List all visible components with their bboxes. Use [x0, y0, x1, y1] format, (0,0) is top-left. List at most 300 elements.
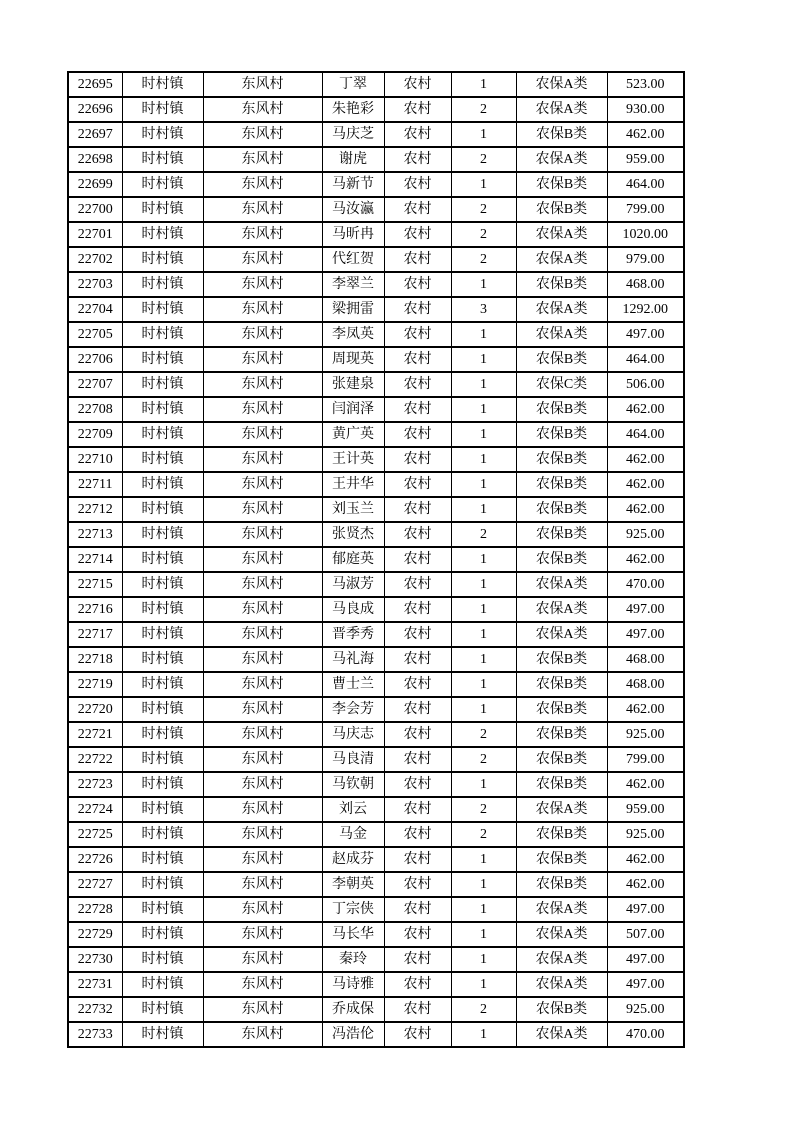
- cell-record-no: 22708: [68, 397, 122, 422]
- cell-residence-type: 农村: [384, 797, 451, 822]
- table-row: [68, 147, 684, 172]
- cell-person-count: 1: [451, 172, 516, 197]
- cell-name: 王井华: [322, 472, 384, 497]
- cell-name: 李会芳: [322, 697, 384, 722]
- cell-residence-type: 农村: [384, 72, 451, 97]
- cell-insurance-category: 农保B类: [516, 872, 607, 897]
- cell-record-no: 22726: [68, 847, 122, 872]
- cell-village: 东风村: [203, 697, 322, 722]
- table-row: [68, 297, 684, 322]
- cell-town: 时村镇: [122, 797, 203, 822]
- cell-village: 东风村: [203, 197, 322, 222]
- table-row: [68, 947, 684, 972]
- cell-insurance-category: 农保B类: [516, 172, 607, 197]
- cell-residence-type: 农村: [384, 272, 451, 297]
- cell-name: 冯浩伦: [322, 1022, 384, 1047]
- cell-town: 时村镇: [122, 422, 203, 447]
- table-row: [68, 422, 684, 447]
- cell-person-count: 1: [451, 322, 516, 347]
- cell-name: 马良成: [322, 597, 384, 622]
- cell-record-no: 22729: [68, 922, 122, 947]
- cell-name: 刘云: [322, 797, 384, 822]
- cell-residence-type: 农村: [384, 397, 451, 422]
- table-row: [68, 272, 684, 297]
- cell-residence-type: 农村: [384, 522, 451, 547]
- cell-insurance-category: 农保A类: [516, 247, 607, 272]
- cell-amount: 497.00: [607, 947, 684, 972]
- cell-name: 赵成芬: [322, 847, 384, 872]
- table-row: [68, 897, 684, 922]
- cell-amount: 462.00: [607, 697, 684, 722]
- cell-record-no: 22731: [68, 972, 122, 997]
- cell-residence-type: 农村: [384, 147, 451, 172]
- cell-residence-type: 农村: [384, 922, 451, 947]
- table-row: [68, 647, 684, 672]
- cell-record-no: 22718: [68, 647, 122, 672]
- cell-village: 东风村: [203, 422, 322, 447]
- cell-insurance-category: 农保B类: [516, 547, 607, 572]
- cell-record-no: 22727: [68, 872, 122, 897]
- table-row: [68, 522, 684, 547]
- cell-person-count: 2: [451, 997, 516, 1022]
- cell-village: 东风村: [203, 122, 322, 147]
- table-row: [68, 347, 684, 372]
- cell-person-count: 1: [451, 397, 516, 422]
- cell-record-no: 22716: [68, 597, 122, 622]
- cell-person-count: 1: [451, 572, 516, 597]
- cell-record-no: 22705: [68, 322, 122, 347]
- cell-person-count: 2: [451, 522, 516, 547]
- cell-village: 东风村: [203, 547, 322, 572]
- subsidy-roster-table: [67, 71, 685, 1048]
- cell-name: 王计英: [322, 447, 384, 472]
- cell-amount: 468.00: [607, 647, 684, 672]
- cell-insurance-category: 农保B类: [516, 647, 607, 672]
- cell-village: 东风村: [203, 897, 322, 922]
- cell-insurance-category: 农保A类: [516, 947, 607, 972]
- cell-village: 东风村: [203, 847, 322, 872]
- cell-record-no: 22724: [68, 797, 122, 822]
- cell-insurance-category: 农保B类: [516, 522, 607, 547]
- cell-name: 晋季秀: [322, 622, 384, 647]
- table-row: [68, 397, 684, 422]
- cell-residence-type: 农村: [384, 597, 451, 622]
- cell-insurance-category: 农保A类: [516, 147, 607, 172]
- cell-record-no: 22702: [68, 247, 122, 272]
- cell-town: 时村镇: [122, 1022, 203, 1047]
- cell-village: 东风村: [203, 747, 322, 772]
- cell-village: 东风村: [203, 372, 322, 397]
- cell-name: 刘玉兰: [322, 497, 384, 522]
- cell-village: 东风村: [203, 397, 322, 422]
- cell-name: 代红贺: [322, 247, 384, 272]
- cell-residence-type: 农村: [384, 747, 451, 772]
- cell-village: 东风村: [203, 822, 322, 847]
- cell-insurance-category: 农保B类: [516, 697, 607, 722]
- cell-amount: 462.00: [607, 472, 684, 497]
- cell-town: 时村镇: [122, 672, 203, 697]
- cell-village: 东风村: [203, 597, 322, 622]
- table-row: [68, 122, 684, 147]
- cell-name: 闫润泽: [322, 397, 384, 422]
- cell-person-count: 2: [451, 797, 516, 822]
- cell-record-no: 22717: [68, 622, 122, 647]
- cell-residence-type: 农村: [384, 172, 451, 197]
- cell-amount: 925.00: [607, 997, 684, 1022]
- cell-town: 时村镇: [122, 472, 203, 497]
- cell-town: 时村镇: [122, 97, 203, 122]
- cell-residence-type: 农村: [384, 447, 451, 472]
- table-row: [68, 822, 684, 847]
- cell-amount: 462.00: [607, 772, 684, 797]
- cell-amount: 497.00: [607, 972, 684, 997]
- cell-insurance-category: 农保A类: [516, 97, 607, 122]
- cell-town: 时村镇: [122, 547, 203, 572]
- cell-insurance-category: 农保B类: [516, 122, 607, 147]
- cell-town: 时村镇: [122, 297, 203, 322]
- cell-amount: 470.00: [607, 1022, 684, 1047]
- cell-town: 时村镇: [122, 572, 203, 597]
- cell-insurance-category: 农保B类: [516, 497, 607, 522]
- cell-person-count: 2: [451, 197, 516, 222]
- cell-town: 时村镇: [122, 647, 203, 672]
- cell-person-count: 1: [451, 872, 516, 897]
- cell-insurance-category: 农保C类: [516, 372, 607, 397]
- cell-insurance-category: 农保B类: [516, 447, 607, 472]
- cell-insurance-category: 农保A类: [516, 897, 607, 922]
- cell-name: 周现英: [322, 347, 384, 372]
- cell-record-no: 22704: [68, 297, 122, 322]
- table-row: [68, 747, 684, 772]
- cell-amount: 959.00: [607, 147, 684, 172]
- table-row: [68, 247, 684, 272]
- cell-amount: 497.00: [607, 622, 684, 647]
- cell-amount: 468.00: [607, 272, 684, 297]
- cell-town: 时村镇: [122, 397, 203, 422]
- table-row: [68, 447, 684, 472]
- cell-amount: 497.00: [607, 322, 684, 347]
- cell-record-no: 22720: [68, 697, 122, 722]
- cell-amount: 799.00: [607, 747, 684, 772]
- cell-name: 曹士兰: [322, 672, 384, 697]
- cell-insurance-category: 农保A类: [516, 297, 607, 322]
- table-row: [68, 97, 684, 122]
- cell-insurance-category: 农保B类: [516, 722, 607, 747]
- cell-village: 东风村: [203, 922, 322, 947]
- cell-insurance-category: 农保A类: [516, 972, 607, 997]
- cell-amount: 506.00: [607, 372, 684, 397]
- cell-residence-type: 农村: [384, 472, 451, 497]
- cell-town: 时村镇: [122, 822, 203, 847]
- table-row: [68, 572, 684, 597]
- cell-village: 东风村: [203, 647, 322, 672]
- cell-town: 时村镇: [122, 872, 203, 897]
- cell-amount: 470.00: [607, 572, 684, 597]
- cell-record-no: 22728: [68, 897, 122, 922]
- cell-insurance-category: 农保A类: [516, 797, 607, 822]
- cell-record-no: 22695: [68, 72, 122, 97]
- cell-town: 时村镇: [122, 922, 203, 947]
- cell-record-no: 22699: [68, 172, 122, 197]
- cell-amount: 1292.00: [607, 297, 684, 322]
- cell-residence-type: 农村: [384, 972, 451, 997]
- cell-name: 李凤英: [322, 322, 384, 347]
- cell-record-no: 22703: [68, 272, 122, 297]
- cell-record-no: 22711: [68, 472, 122, 497]
- cell-name: 马庆志: [322, 722, 384, 747]
- cell-residence-type: 农村: [384, 997, 451, 1022]
- cell-town: 时村镇: [122, 622, 203, 647]
- cell-person-count: 1: [451, 472, 516, 497]
- cell-village: 东风村: [203, 797, 322, 822]
- cell-name: 梁拥雷: [322, 297, 384, 322]
- cell-insurance-category: 农保B类: [516, 347, 607, 372]
- cell-name: 马淑芳: [322, 572, 384, 597]
- cell-village: 东风村: [203, 247, 322, 272]
- cell-town: 时村镇: [122, 747, 203, 772]
- cell-amount: 462.00: [607, 447, 684, 472]
- cell-person-count: 2: [451, 222, 516, 247]
- cell-record-no: 22722: [68, 747, 122, 772]
- cell-residence-type: 农村: [384, 622, 451, 647]
- cell-insurance-category: 农保B类: [516, 197, 607, 222]
- table-row: [68, 922, 684, 947]
- cell-person-count: 1: [451, 772, 516, 797]
- table-row: [68, 1022, 684, 1047]
- cell-name: 朱艳彩: [322, 97, 384, 122]
- cell-name: 丁宗侠: [322, 897, 384, 922]
- cell-person-count: 1: [451, 422, 516, 447]
- cell-residence-type: 农村: [384, 497, 451, 522]
- cell-name: 黄广英: [322, 422, 384, 447]
- cell-person-count: 2: [451, 247, 516, 272]
- cell-town: 时村镇: [122, 597, 203, 622]
- cell-amount: 1020.00: [607, 222, 684, 247]
- cell-insurance-category: 农保A类: [516, 572, 607, 597]
- cell-insurance-category: 农保B类: [516, 847, 607, 872]
- cell-village: 东风村: [203, 522, 322, 547]
- table-row: [68, 547, 684, 572]
- cell-insurance-category: 农保B类: [516, 822, 607, 847]
- cell-person-count: 1: [451, 672, 516, 697]
- cell-residence-type: 农村: [384, 122, 451, 147]
- cell-village: 东风村: [203, 147, 322, 172]
- table-row: [68, 597, 684, 622]
- table-row: [68, 872, 684, 897]
- cell-village: 东风村: [203, 172, 322, 197]
- table-row: [68, 372, 684, 397]
- table-row: [68, 797, 684, 822]
- cell-record-no: 22730: [68, 947, 122, 972]
- cell-residence-type: 农村: [384, 347, 451, 372]
- cell-town: 时村镇: [122, 897, 203, 922]
- cell-record-no: 22701: [68, 222, 122, 247]
- cell-village: 东风村: [203, 447, 322, 472]
- table-row: [68, 672, 684, 697]
- cell-village: 东风村: [203, 997, 322, 1022]
- cell-amount: 464.00: [607, 172, 684, 197]
- cell-village: 东风村: [203, 297, 322, 322]
- cell-town: 时村镇: [122, 972, 203, 997]
- cell-town: 时村镇: [122, 347, 203, 372]
- cell-amount: 925.00: [607, 722, 684, 747]
- table-row: [68, 472, 684, 497]
- cell-record-no: 22715: [68, 572, 122, 597]
- cell-village: 东风村: [203, 672, 322, 697]
- cell-record-no: 22713: [68, 522, 122, 547]
- cell-person-count: 2: [451, 722, 516, 747]
- cell-village: 东风村: [203, 97, 322, 122]
- cell-person-count: 2: [451, 747, 516, 772]
- cell-name: 丁翠: [322, 72, 384, 97]
- cell-residence-type: 农村: [384, 772, 451, 797]
- table-row: [68, 997, 684, 1022]
- cell-town: 时村镇: [122, 322, 203, 347]
- cell-village: 东风村: [203, 947, 322, 972]
- cell-town: 时村镇: [122, 247, 203, 272]
- cell-person-count: 1: [451, 847, 516, 872]
- cell-amount: 462.00: [607, 872, 684, 897]
- table-row: [68, 972, 684, 997]
- cell-town: 时村镇: [122, 122, 203, 147]
- cell-town: 时村镇: [122, 497, 203, 522]
- cell-town: 时村镇: [122, 72, 203, 97]
- cell-amount: 925.00: [607, 522, 684, 547]
- cell-person-count: 3: [451, 297, 516, 322]
- cell-name: 李朝英: [322, 872, 384, 897]
- cell-residence-type: 农村: [384, 247, 451, 272]
- cell-name: 谢虎: [322, 147, 384, 172]
- cell-town: 时村镇: [122, 722, 203, 747]
- cell-village: 东风村: [203, 472, 322, 497]
- cell-town: 时村镇: [122, 697, 203, 722]
- cell-amount: 930.00: [607, 97, 684, 122]
- cell-amount: 464.00: [607, 422, 684, 447]
- cell-insurance-category: 农保B类: [516, 272, 607, 297]
- cell-person-count: 1: [451, 972, 516, 997]
- table-row: [68, 197, 684, 222]
- cell-name: 秦玲: [322, 947, 384, 972]
- cell-village: 东风村: [203, 222, 322, 247]
- cell-insurance-category: 农保A类: [516, 1022, 607, 1047]
- cell-amount: 468.00: [607, 672, 684, 697]
- cell-village: 东风村: [203, 772, 322, 797]
- cell-amount: 462.00: [607, 397, 684, 422]
- cell-name: 马诗雅: [322, 972, 384, 997]
- cell-village: 东风村: [203, 722, 322, 747]
- cell-person-count: 1: [451, 272, 516, 297]
- cell-village: 东风村: [203, 572, 322, 597]
- cell-person-count: 1: [451, 122, 516, 147]
- cell-town: 时村镇: [122, 272, 203, 297]
- cell-insurance-category: 农保A类: [516, 922, 607, 947]
- cell-record-no: 22723: [68, 772, 122, 797]
- cell-residence-type: 农村: [384, 1022, 451, 1047]
- cell-person-count: 1: [451, 1022, 516, 1047]
- cell-town: 时村镇: [122, 847, 203, 872]
- cell-record-no: 22707: [68, 372, 122, 397]
- cell-record-no: 22710: [68, 447, 122, 472]
- cell-residence-type: 农村: [384, 697, 451, 722]
- cell-record-no: 22721: [68, 722, 122, 747]
- cell-person-count: 1: [451, 647, 516, 672]
- cell-insurance-category: 农保A类: [516, 597, 607, 622]
- cell-village: 东风村: [203, 272, 322, 297]
- cell-amount: 462.00: [607, 497, 684, 522]
- cell-town: 时村镇: [122, 447, 203, 472]
- cell-town: 时村镇: [122, 172, 203, 197]
- cell-amount: 925.00: [607, 822, 684, 847]
- cell-name: 马钦朝: [322, 772, 384, 797]
- cell-town: 时村镇: [122, 772, 203, 797]
- cell-name: 乔成保: [322, 997, 384, 1022]
- cell-residence-type: 农村: [384, 847, 451, 872]
- cell-village: 东风村: [203, 872, 322, 897]
- cell-amount: 497.00: [607, 597, 684, 622]
- cell-person-count: 1: [451, 497, 516, 522]
- cell-insurance-category: 农保B类: [516, 772, 607, 797]
- cell-town: 时村镇: [122, 522, 203, 547]
- cell-residence-type: 农村: [384, 547, 451, 572]
- cell-name: 张建泉: [322, 372, 384, 397]
- cell-record-no: 22733: [68, 1022, 122, 1047]
- cell-amount: 462.00: [607, 122, 684, 147]
- cell-town: 时村镇: [122, 997, 203, 1022]
- cell-town: 时村镇: [122, 147, 203, 172]
- table-row: [68, 772, 684, 797]
- cell-residence-type: 农村: [384, 872, 451, 897]
- cell-insurance-category: 农保A类: [516, 222, 607, 247]
- cell-residence-type: 农村: [384, 372, 451, 397]
- cell-name: 马新节: [322, 172, 384, 197]
- cell-village: 东风村: [203, 497, 322, 522]
- cell-residence-type: 农村: [384, 672, 451, 697]
- cell-person-count: 1: [451, 597, 516, 622]
- table-row: [68, 847, 684, 872]
- cell-village: 东风村: [203, 972, 322, 997]
- cell-insurance-category: 农保A类: [516, 322, 607, 347]
- cell-town: 时村镇: [122, 372, 203, 397]
- cell-record-no: 22714: [68, 547, 122, 572]
- cell-amount: 979.00: [607, 247, 684, 272]
- cell-insurance-category: 农保B类: [516, 672, 607, 697]
- cell-insurance-category: 农保A类: [516, 622, 607, 647]
- cell-village: 东风村: [203, 347, 322, 372]
- cell-person-count: 1: [451, 447, 516, 472]
- cell-amount: 462.00: [607, 547, 684, 572]
- cell-town: 时村镇: [122, 197, 203, 222]
- cell-amount: 507.00: [607, 922, 684, 947]
- cell-person-count: 2: [451, 97, 516, 122]
- cell-person-count: 1: [451, 922, 516, 947]
- cell-name: 马长华: [322, 922, 384, 947]
- cell-name: 马良清: [322, 747, 384, 772]
- cell-record-no: 22709: [68, 422, 122, 447]
- cell-name: 马礼海: [322, 647, 384, 672]
- cell-village: 东风村: [203, 72, 322, 97]
- cell-person-count: 1: [451, 72, 516, 97]
- cell-record-no: 22700: [68, 197, 122, 222]
- cell-residence-type: 农村: [384, 97, 451, 122]
- cell-name: 马庆芝: [322, 122, 384, 147]
- cell-person-count: 1: [451, 547, 516, 572]
- cell-residence-type: 农村: [384, 222, 451, 247]
- cell-village: 东风村: [203, 1022, 322, 1047]
- table-row: [68, 722, 684, 747]
- cell-record-no: 22719: [68, 672, 122, 697]
- cell-name: 马昕冉: [322, 222, 384, 247]
- cell-insurance-category: 农保B类: [516, 747, 607, 772]
